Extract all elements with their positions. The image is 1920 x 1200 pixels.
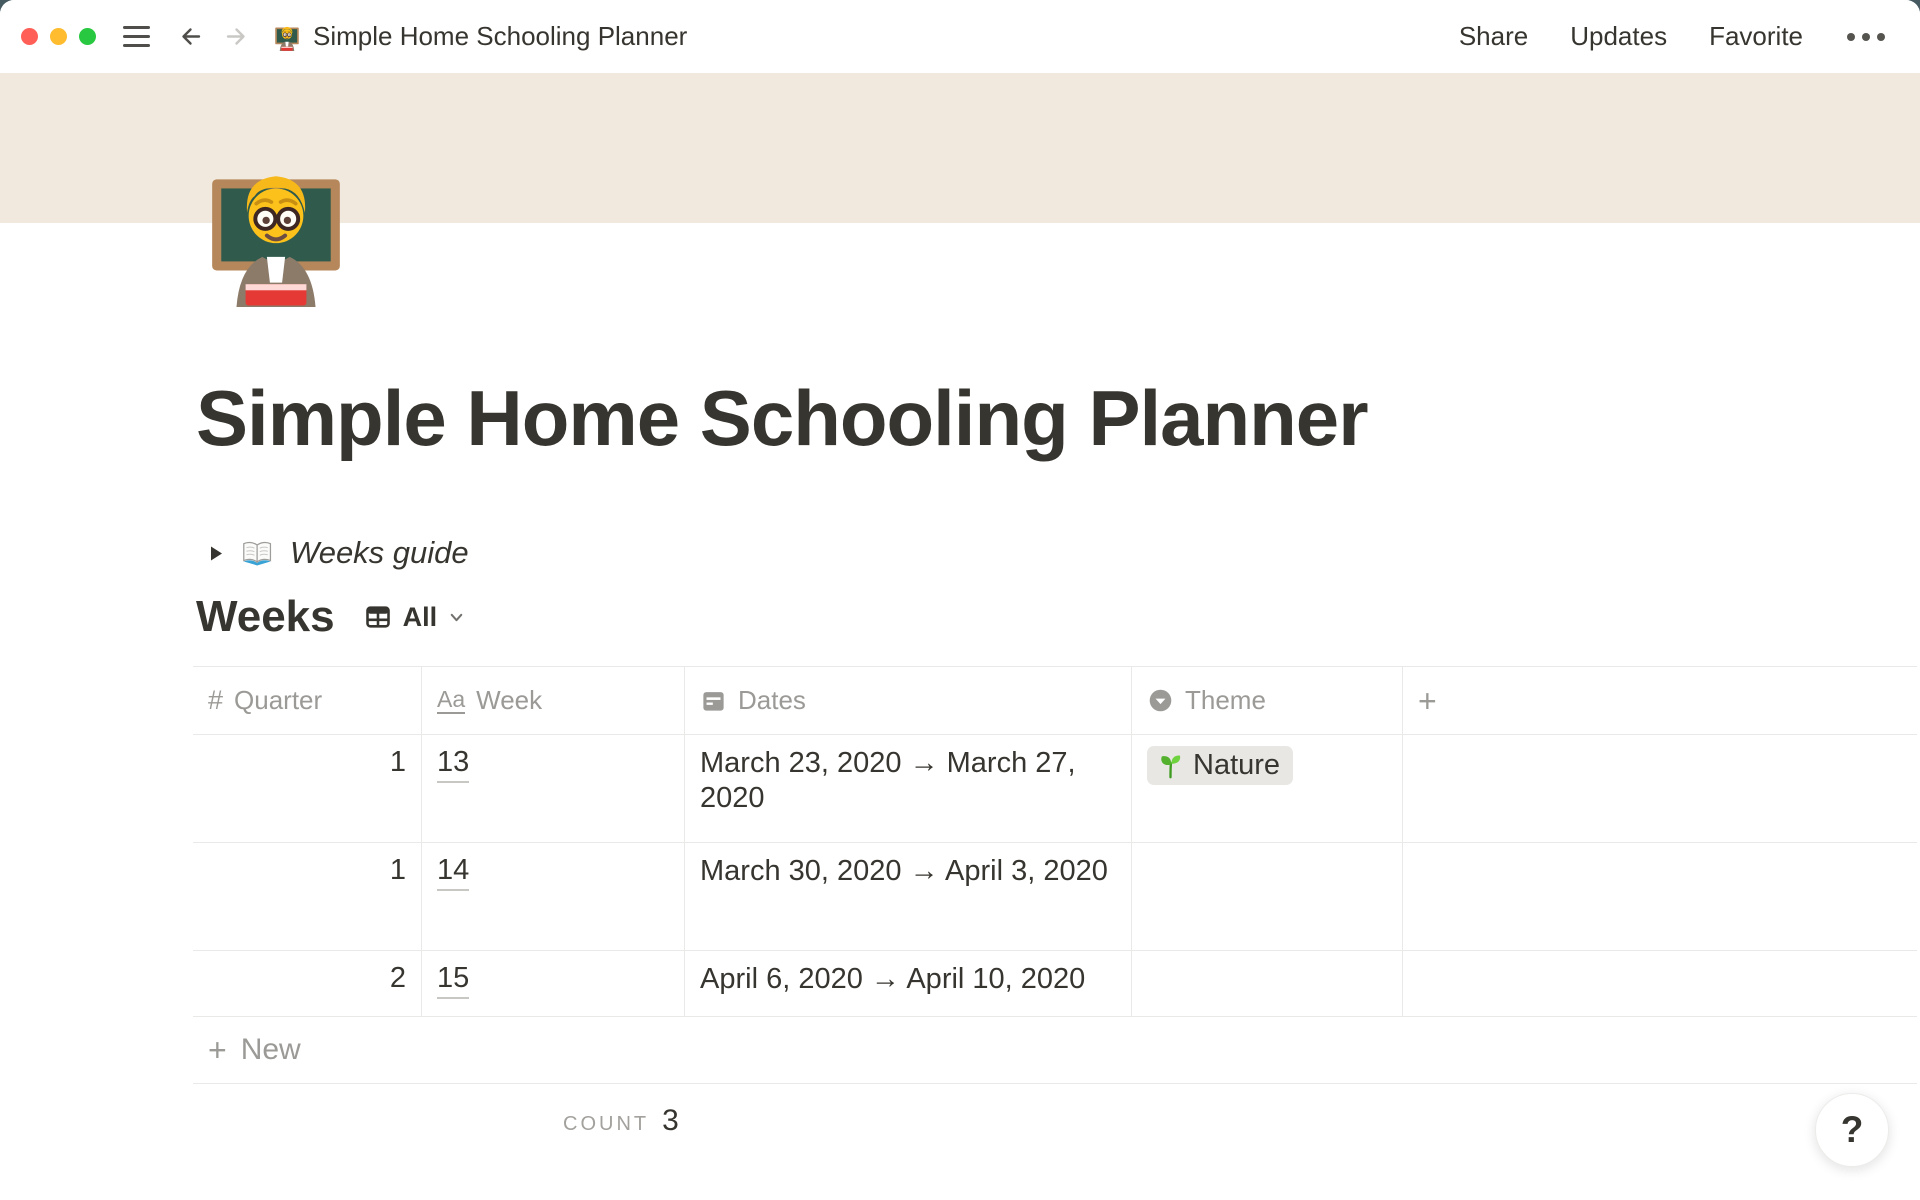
column-header-dates[interactable] [685, 667, 1132, 734]
cell-quarter[interactable]: 2 [193, 951, 422, 1016]
table-row [193, 843, 1917, 951]
cell-week[interactable] [422, 843, 685, 950]
cell-dates[interactable]: March 30, 2020 → April 3, 2020 [685, 843, 1132, 950]
updates-button[interactable]: Updates [1570, 21, 1668, 51]
cell-dates[interactable]: April 6, 2020 → April 10, 2020 [685, 951, 1132, 1016]
zoom-window-button[interactable] [79, 28, 96, 45]
close-window-button[interactable] [21, 28, 38, 45]
select-property-icon [1147, 687, 1174, 714]
column-header-theme[interactable] [1132, 667, 1403, 734]
breadcrumb[interactable] [273, 21, 687, 52]
count-label: COUNT [563, 1113, 650, 1135]
plus-icon: + [1418, 682, 1437, 719]
new-row-label: New [240, 1033, 301, 1066]
sidebar-menu-icon[interactable] [123, 26, 150, 47]
view-selector[interactable] [362, 598, 468, 637]
more-options-icon[interactable] [1845, 27, 1887, 47]
table-header-row [193, 667, 1917, 735]
collection-title: Weeks [196, 592, 335, 641]
column-header-week[interactable] [422, 667, 685, 734]
page-emoji-icon[interactable] [200, 155, 352, 307]
topbar-actions [1459, 21, 1887, 52]
theme-tag[interactable] [1147, 746, 1293, 785]
table-view-icon [364, 603, 392, 631]
column-label: Theme [1185, 685, 1266, 715]
add-column-button[interactable] [1403, 667, 1917, 734]
page-emoji-icon-small [273, 23, 301, 51]
weeks-guide-toggle[interactable] [207, 531, 469, 575]
cell-empty[interactable] [1403, 843, 1917, 950]
week-title-link[interactable]: 13 [437, 746, 469, 783]
toggle-label: Weeks guide [290, 535, 469, 570]
traffic-lights [21, 28, 96, 45]
week-title-link[interactable]: 14 [437, 854, 469, 891]
share-button[interactable]: Share [1458, 21, 1529, 51]
weeks-table [193, 666, 1917, 1138]
cell-week[interactable] [422, 735, 685, 842]
seedling-icon [1157, 752, 1184, 779]
help-button[interactable]: ? [1815, 1093, 1889, 1167]
table-row [193, 951, 1917, 1017]
collection-header [196, 591, 467, 643]
cell-empty[interactable] [1403, 951, 1917, 1016]
cell-quarter[interactable]: 1 [193, 735, 422, 842]
forward-button[interactable] [222, 23, 249, 50]
theme-tag-label: Nature [1193, 749, 1281, 781]
cell-theme[interactable] [1132, 735, 1403, 842]
table-footer-calculation[interactable] [193, 1084, 1917, 1138]
page-title[interactable]: Simple Home Schooling Planner [196, 374, 1368, 462]
title-property-icon: Aa [437, 687, 465, 714]
toggle-triangle-icon [207, 544, 226, 563]
chevron-down-icon [448, 609, 465, 626]
count-value: 3 [662, 1104, 679, 1137]
column-label: Dates [738, 685, 806, 715]
view-name: All [402, 601, 438, 632]
breadcrumb-page-title: Simple Home Schooling Planner [313, 21, 688, 51]
cell-quarter[interactable]: 1 [193, 843, 422, 950]
week-title-link[interactable]: 15 [437, 962, 469, 999]
cell-theme[interactable] [1132, 843, 1403, 950]
calendar-icon [700, 687, 727, 714]
favorite-button[interactable]: Favorite [1709, 21, 1803, 51]
number-property-icon: # [208, 685, 224, 715]
cell-theme[interactable] [1132, 951, 1403, 1016]
new-row-button[interactable] [193, 1017, 1917, 1084]
open-book-icon [242, 539, 274, 567]
cell-dates[interactable]: March 23, 2020 → March 27, 2020 [685, 735, 1132, 842]
cell-week[interactable] [422, 951, 685, 1016]
column-header-quarter[interactable] [193, 667, 422, 734]
table-row [193, 735, 1917, 843]
column-label: Week [476, 685, 543, 715]
cell-empty[interactable] [1403, 735, 1917, 842]
window-titlebar [0, 0, 1920, 73]
plus-icon: + [208, 1032, 227, 1068]
column-label: Quarter [234, 685, 323, 715]
back-button[interactable] [178, 23, 205, 50]
minimize-window-button[interactable] [50, 28, 67, 45]
